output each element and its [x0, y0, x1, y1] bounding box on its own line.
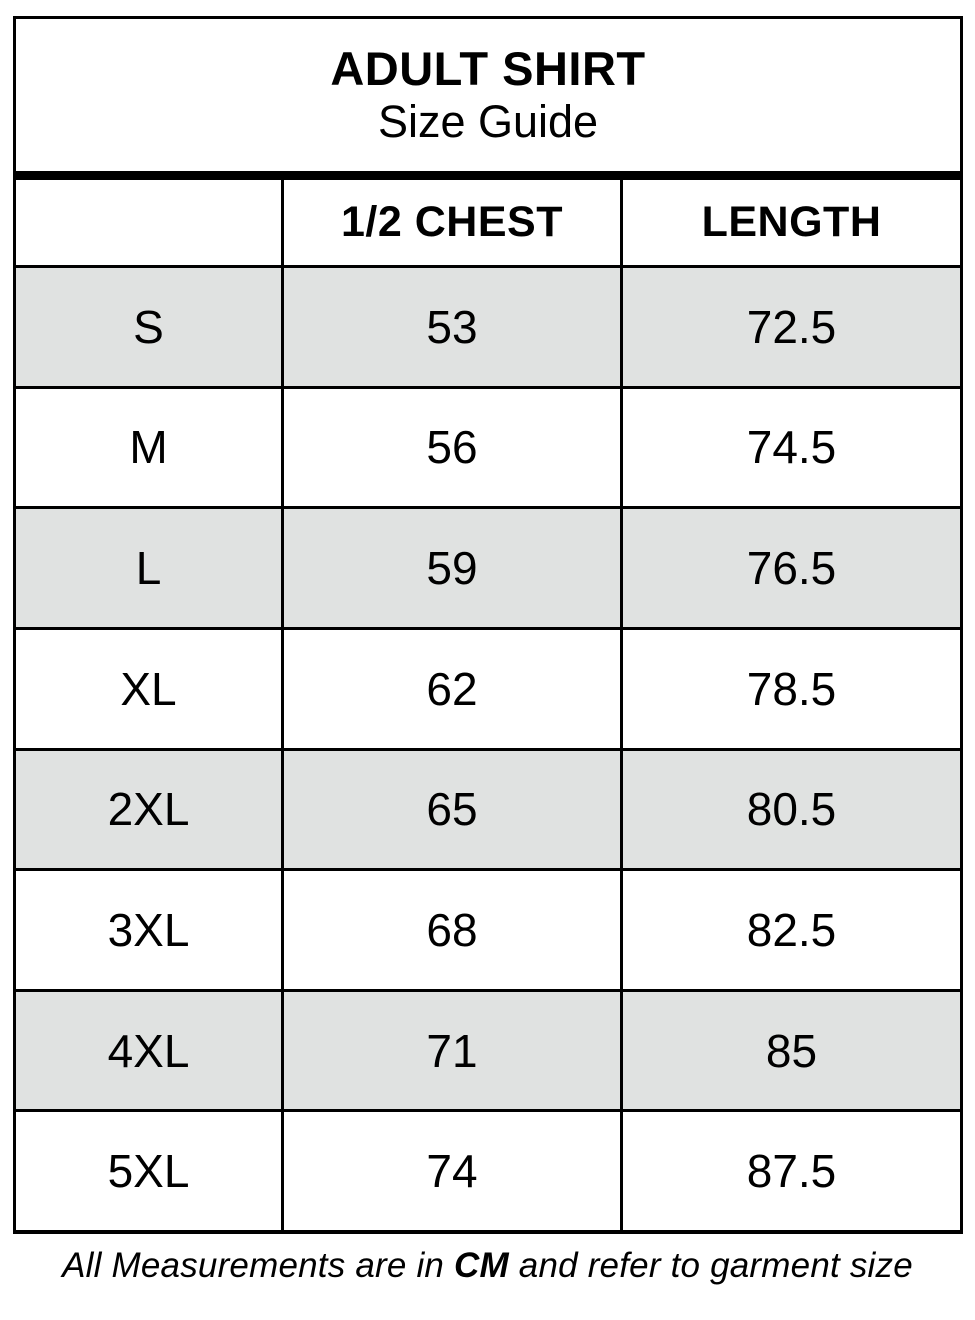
chest-cell: 74 — [284, 1112, 623, 1230]
size-cell: L — [16, 509, 284, 627]
size-cell: 3XL — [16, 871, 284, 989]
size-cell: 5XL — [16, 1112, 284, 1230]
size-guide-table — [13, 16, 963, 1234]
table-row-s — [16, 268, 960, 389]
size-cell: 2XL — [16, 751, 284, 869]
chest-cell: 65 — [284, 751, 623, 869]
length-cell: 78.5 — [746, 662, 837, 715]
table-row-5xl — [16, 1112, 960, 1230]
size-cell: S — [16, 268, 284, 386]
length-cell: 72.5 — [746, 300, 837, 353]
chest-cell: 68 — [284, 871, 623, 989]
table-header-row — [16, 180, 960, 268]
table-row-2xl — [16, 751, 960, 872]
length-cell: 74.5 — [746, 421, 837, 474]
footer-note-suffix: and refer to garment size — [508, 1246, 913, 1285]
length-cell: 76.5 — [746, 542, 837, 595]
table-row-3xl — [16, 871, 960, 992]
chest-cell: 59 — [284, 509, 623, 627]
table-subtitle: Size Guide — [377, 96, 599, 148]
chest-cell: 56 — [284, 389, 623, 507]
table-row-m — [16, 389, 960, 510]
length-cell: 80.5 — [746, 783, 837, 836]
table-title: ADULT SHIRT — [330, 42, 646, 96]
footer-note-unit: CM — [454, 1246, 509, 1285]
table-row-l — [16, 509, 960, 630]
length-cell: 85 — [765, 1024, 818, 1077]
title-divider — [16, 171, 960, 180]
chest-cell: 71 — [284, 992, 623, 1110]
header-cell-size — [16, 180, 284, 265]
table-title-block — [16, 19, 960, 171]
size-cell: M — [16, 389, 284, 507]
chest-cell: 53 — [284, 268, 623, 386]
footer-note — [0, 1246, 975, 1286]
chest-cell: 62 — [284, 630, 623, 748]
footer-note-prefix: All Measurements are in — [62, 1246, 455, 1285]
length-cell: 87.5 — [746, 1145, 837, 1198]
header-cell-chest: 1/2 CHEST — [284, 180, 623, 265]
size-cell: 4XL — [16, 992, 284, 1110]
length-cell: 82.5 — [746, 903, 837, 956]
size-cell: XL — [16, 630, 284, 748]
header-cell-length: LENGTH — [701, 198, 882, 246]
table-row-4xl — [16, 992, 960, 1113]
table-row-xl — [16, 630, 960, 751]
